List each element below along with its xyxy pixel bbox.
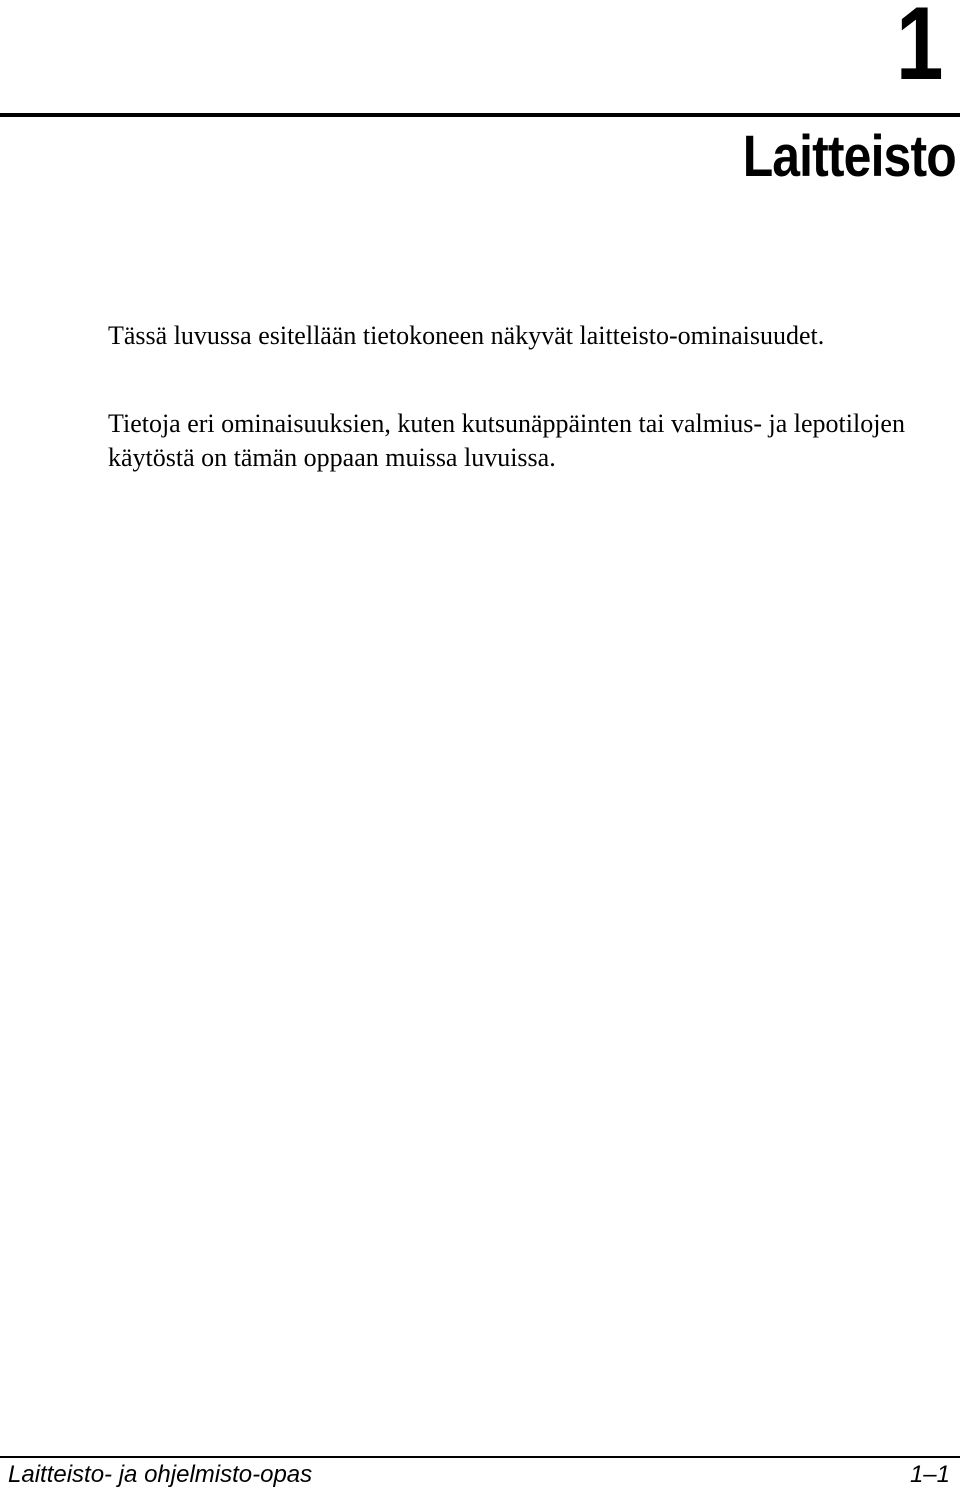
chapter-divider [0,113,960,117]
footer-page-number: 1–1 [909,1461,950,1488]
intro-paragraph: Tässä luvussa esitellään tietokoneen näkyvät laitteisto-ominaisuudet. [108,321,825,350]
footer-document-title: Laitteisto- ja ohjelmisto-opas [8,1461,313,1488]
info-paragraph: Tietoja eri ominaisuuksien, kuten kutsunäppäinten tai valmius- ja lepotilojen käytöstä on tämän oppaan muissa luvuissa. [108,409,905,472]
footer-divider [0,1456,960,1458]
chapter-title: Laitteisto [742,124,956,189]
chapter-number: 1 [896,0,942,102]
